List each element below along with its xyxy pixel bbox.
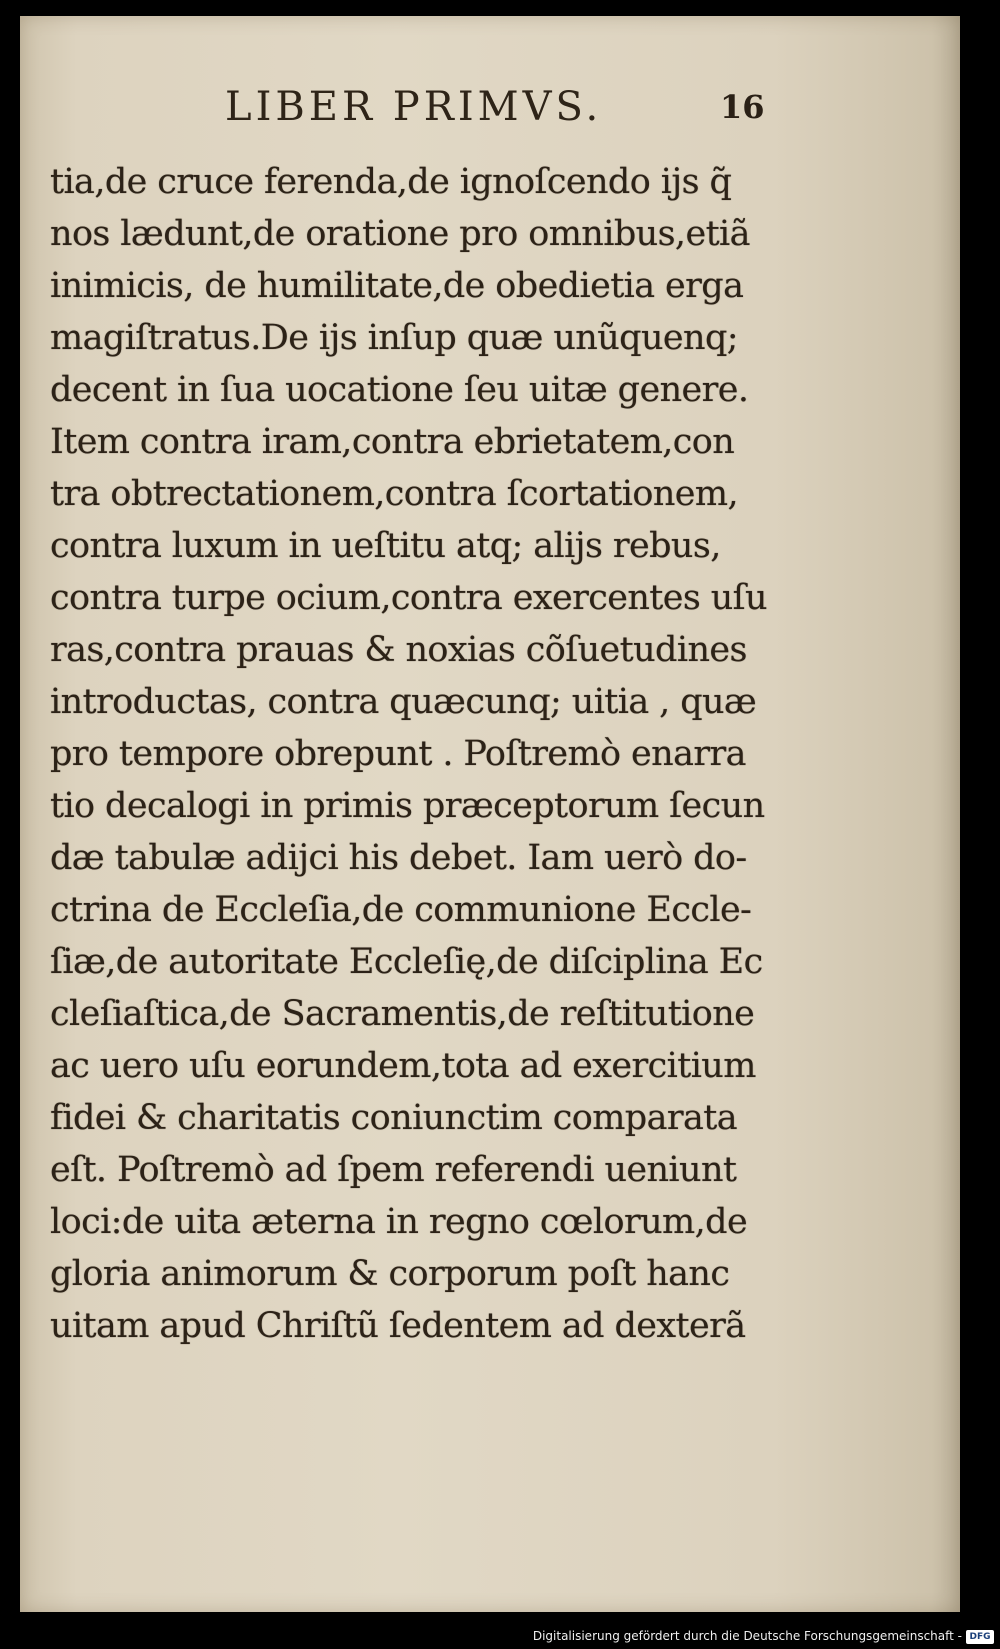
text-line: decent in ſua uocatione ſeu uitæ genere. xyxy=(50,370,749,410)
text-line: fidei & charitatis coniunctim comparata xyxy=(50,1098,738,1138)
text-line: loci:de uita æterna in regno cœlorum,de xyxy=(50,1202,748,1242)
text-line: ac uero uſu eorundem,tota ad exercitium xyxy=(50,1046,756,1086)
text-line: ras,contra prauas & noxias cõſuetudines xyxy=(50,630,747,670)
text-line: tra obtrectationem,contra ſcortationem, xyxy=(50,474,738,514)
text-line: contra luxum in ueſtitu atq; alijs rebus, xyxy=(50,526,721,566)
text-line: uitam apud Chriſtũ ſedentem ad dexterã xyxy=(50,1306,746,1346)
text-line: introductas, contra quæcunq; uitia , quæ xyxy=(50,682,757,722)
text-line: gloria animorum & corporum poſt hanc xyxy=(50,1254,730,1294)
body-text xyxy=(50,156,850,1352)
page-header xyxy=(20,78,960,148)
text-line: ſiæ,de autoritate Eccleſię,de diſciplina Ec xyxy=(50,942,763,982)
text-line: tia,de cruce ferenda,de ignoſcendo ijs q̃ xyxy=(50,162,732,202)
text-line: nos lædunt,de oratione pro omnibus,etiã xyxy=(50,214,750,254)
text-line: tio decalogi in primis præceptorum ſecun xyxy=(50,786,765,826)
funding-credit: Digitalisierung gefördert durch die Deutsche Forschungsgemeinschaft - xyxy=(532,1629,962,1643)
dfg-logo: DFG xyxy=(966,1630,994,1644)
text-line: dæ tabulæ adijci his debet. Iam uerò do- xyxy=(50,838,747,878)
text-line: contra turpe ocium,contra exercentes uſu xyxy=(50,578,767,618)
text-line: cleſiaſtica,de Sacramentis,de reſtitutione xyxy=(50,994,755,1034)
footer-bar xyxy=(0,1623,1000,1649)
page-number: 16 xyxy=(720,88,765,126)
text-line: magiſtratus.De ijs inſup quæ unũquenq; xyxy=(50,318,738,358)
text-line: Item contra iram,contra ebrietatem,con xyxy=(50,422,735,462)
running-title: LIBER PRIMVS. xyxy=(225,84,603,130)
text-line: ctrina de Eccleſia,de communione Eccle- xyxy=(50,890,752,930)
text-line: inimicis, de humilitate,de obedietia erga xyxy=(50,266,744,306)
text-line: pro tempore obrepunt . Poſtremò enarra xyxy=(50,734,746,774)
text-line: eſt. Poſtremò ad ſpem referendi ueniunt xyxy=(50,1150,737,1190)
book-page xyxy=(20,16,960,1612)
